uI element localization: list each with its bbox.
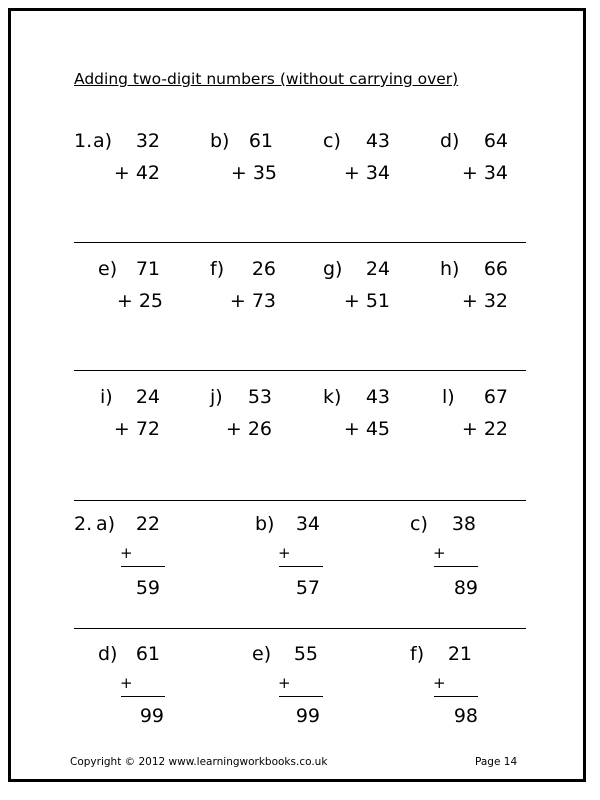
worksheet-title: Adding two-digit numbers (without carrying over) [74,70,459,88]
problem-2e-blank [279,696,323,697]
problem-2b-plus: + [278,544,291,562]
problem-2e-plus: + [278,674,291,692]
problem-2a-label: a) [96,513,116,535]
problem-1j-top: 53 [247,386,272,408]
divider-1 [74,242,526,243]
problem-1k-top: 43 [365,386,390,408]
divider-2 [74,370,526,371]
problem-1f-bottom: + 73 [229,290,276,312]
problem-2b-top: 34 [295,513,320,535]
problem-1l-bottom: + 22 [461,418,508,440]
problem-2e-label: e) [252,643,272,665]
problem-1e-label: e) [98,258,118,280]
problem-2e-total: 99 [295,705,320,727]
problem-1k-bottom: + 45 [343,418,390,440]
problem-2f-total: 98 [453,705,478,727]
problem-1b-top: 61 [248,130,273,152]
question-number-2: 2. [74,513,93,535]
problem-1h-bottom: + 32 [461,290,508,312]
problem-1b-label: b) [210,130,230,152]
footer-copyright: Copyright © 2012 www.learningworkbooks.co.uk [70,756,328,768]
problem-1d-label: d) [440,130,460,152]
problem-1f-label: f) [210,258,225,280]
problem-2f-plus: + [433,674,446,692]
problem-2c-blank [434,566,478,567]
problem-1i-top: 24 [135,386,160,408]
problem-2e-top: 55 [293,643,318,665]
question-number-1: 1. [74,130,93,152]
problem-2d-label: d) [98,643,118,665]
problem-1l-top: 67 [483,386,508,408]
problem-2c-label: c) [410,513,428,535]
problem-1h-top: 66 [483,258,508,280]
problem-2f-label: f) [410,643,425,665]
problem-1f-top: 26 [251,258,276,280]
problem-2a-top: 22 [135,513,160,535]
problem-1e-top: 71 [135,258,160,280]
problem-1j-bottom: + 26 [225,418,272,440]
problem-2a-plus: + [120,544,133,562]
problem-1c-bottom: + 34 [343,162,390,184]
problem-1c-top: 43 [365,130,390,152]
problem-2d-total: 99 [139,705,164,727]
problem-1j-label: j) [210,386,223,408]
problem-1l-label: l) [442,386,455,408]
problem-2a-blank [121,566,165,567]
problem-1g-bottom: + 51 [343,290,390,312]
problem-1g-label: g) [323,258,343,280]
problem-1d-top: 64 [483,130,508,152]
footer-page-number: Page 14 [475,756,518,768]
problem-1e-bottom: + 25 [116,290,163,312]
problem-2d-blank [121,696,165,697]
problem-2c-plus: + [433,544,446,562]
problem-2f-blank [434,696,478,697]
problem-1c-label: c) [323,130,341,152]
problem-2c-total: 89 [453,577,478,599]
problem-2b-blank [279,566,323,567]
problem-1d-bottom: + 34 [461,162,508,184]
problem-2d-top: 61 [135,643,160,665]
problem-1b-bottom: + 35 [230,162,277,184]
problem-1a-label: a) [93,130,113,152]
problem-2b-total: 57 [295,577,320,599]
problem-1a-bottom: + 42 [113,162,160,184]
problem-1h-label: h) [440,258,460,280]
problem-1k-label: k) [323,386,342,408]
problem-1i-bottom: + 72 [113,418,160,440]
divider-3 [74,500,526,501]
problem-2d-plus: + [120,674,133,692]
problem-2b-label: b) [255,513,275,535]
problem-2a-total: 59 [135,577,160,599]
problem-1a-top: 32 [135,130,160,152]
problem-1g-top: 24 [365,258,390,280]
divider-4 [74,628,526,629]
problem-1i-label: i) [100,386,113,408]
problem-2f-top: 21 [447,643,472,665]
problem-2c-top: 38 [451,513,476,535]
